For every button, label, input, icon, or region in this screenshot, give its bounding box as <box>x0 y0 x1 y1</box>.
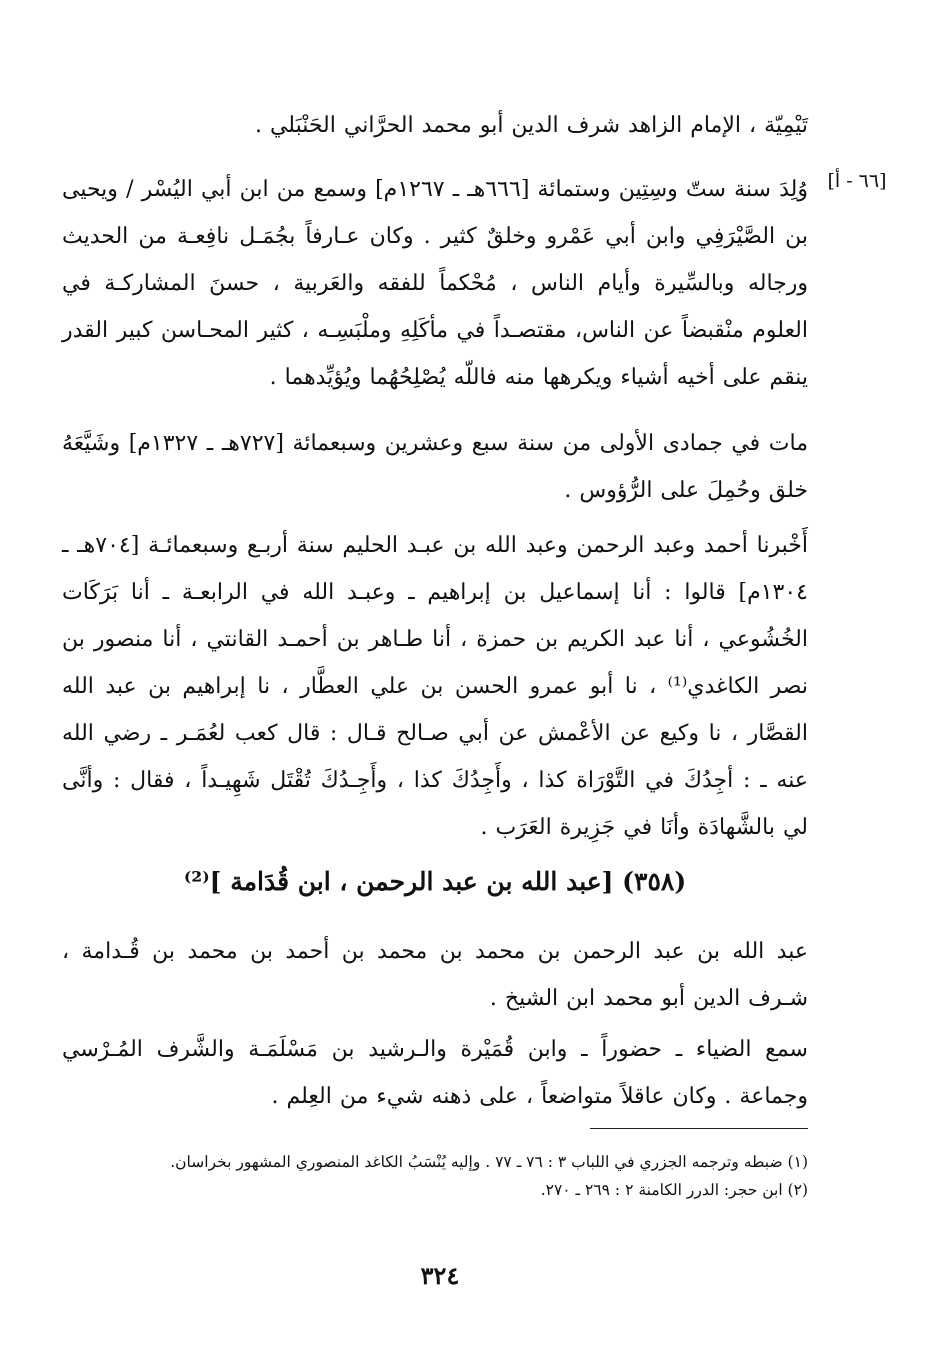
paragraph-entry-name <box>62 928 808 1022</box>
paragraph-text: سمع الضياء ـ حضوراً ـ وابن قُمَيْرة والـرشيد بن مَسْلَمَـة والشَّرف المُـرْسي وجماعة . وكان عاقلاً متواضعاً ، على ذهنه شيء من العِلم . <box>62 1037 808 1109</box>
page-number: ٣٢٤ <box>420 1261 460 1290</box>
footnote-divider <box>590 1128 808 1129</box>
margin-folio-reference: [٦٦ - أ] <box>827 170 887 192</box>
paragraph-text: عبد الله بن عبد الرحمن بن محمد بن محمد بن أحمد بن محمد بن قُـدامة ، شـرف الدين أبو محمد ابن الشيخ . <box>62 939 808 1011</box>
entry-heading: (٣٥٨) [عبد الله بن عبد الرحمن ، ابن قُدَامة ]⁽²⁾ <box>183 867 687 896</box>
paragraph-death <box>62 420 808 514</box>
paragraph-text: وُلِدَ سنة ستّ وسِتِين وستمائة [٦٦٦هـ ـ ١٢٦٧م] وسمع من ابن أبي اليُسْر / ويحيى بن الصَّيْرَفِي وابن أبي عَمْرو وخلقٌ كثير . وكان عـارفاً بجُمَـل نافِعـة من الحديث ورجاله وبالسِّيرة وأيام الناس ، مُحْكماً للفقه والعَربية ، حسنَ المشاركـة في العلوم منْقبضاً عن الناس، مقتصـداً في مأكَلِهِ وملْبَسِـه ، كثير المحـاسن كبير القدر ينقم على أخيه أشياء ويكرهها منه فاللّه يُصْلِحُهُما ويُؤيِّدهما . <box>62 177 808 390</box>
paragraph-entry-teachers <box>62 1026 808 1120</box>
paragraph-text: أَخْبرنا أحمد وعبد الرحمن وعبد الله بن عبـد الحليم سنة أربـع وسبعمائـة [٧٠٤هـ ـ ١٣٠٤م] قالوا : أنا إسماعيل بن إبراهيم ـ وعبـد الله في الرابعـة ـ أنا بَرَكَات الخُشُوعي ، أنا عبد الكريم بن حمزة ، أنا طـاهر بن أحمـد القانتي ، أنا منصور بن نصر الكاغدي⁽¹⁾ ، نا أبو عمرو الحسن بن علي العطَّار ، نا إبراهيم بن عبد الله القصَّار ، نا وكيع عن الأعْمش عن أبي صـالح قـال : قال كعب لعُمَـر ـ رضي الله عنه ـ : أجِدُكَ في التَّوْرَاة كذا ، وأَجِدُكَ كذا ، وأَجِـدُكَ تُقْتَل شَهِيـداً ، فقال : وأنَّى لي بالشَّهادَة وأنَا في جَزِيرة العَرَب . <box>62 533 808 840</box>
footnote-1: (١) ضبطه وترجمه الجزري في اللباب ٣ : ٧٦ ـ ٧٧ . وإليه يُنْسَبُ الكاغد المنصوري المشهور بخراسان. <box>170 1153 808 1171</box>
footnote-2: (٢) ابن حجر: الدرر الكامنة ٢ : ٢٦٩ ـ ٢٧٠. <box>540 1181 808 1199</box>
paragraph-biography <box>62 166 808 401</box>
footnotes <box>62 1148 808 1204</box>
paragraph-text: تَيْمِيّة ، الإمام الزاهد شرف الدين أبو محمد الحرَّاني الحَنْبَلي . <box>254 113 808 138</box>
paragraph-text: مات في جمادى الأولى من سنة سبع وعشرين وسبعمائة [٧٢٧هـ ـ ١٣٢٧م] وشَيَّعَهُ خلق وحُمِلَ على الرُّؤوس . <box>62 431 808 503</box>
paragraph-hadith-chain <box>62 522 808 851</box>
paragraph-title-continuation <box>62 102 808 149</box>
